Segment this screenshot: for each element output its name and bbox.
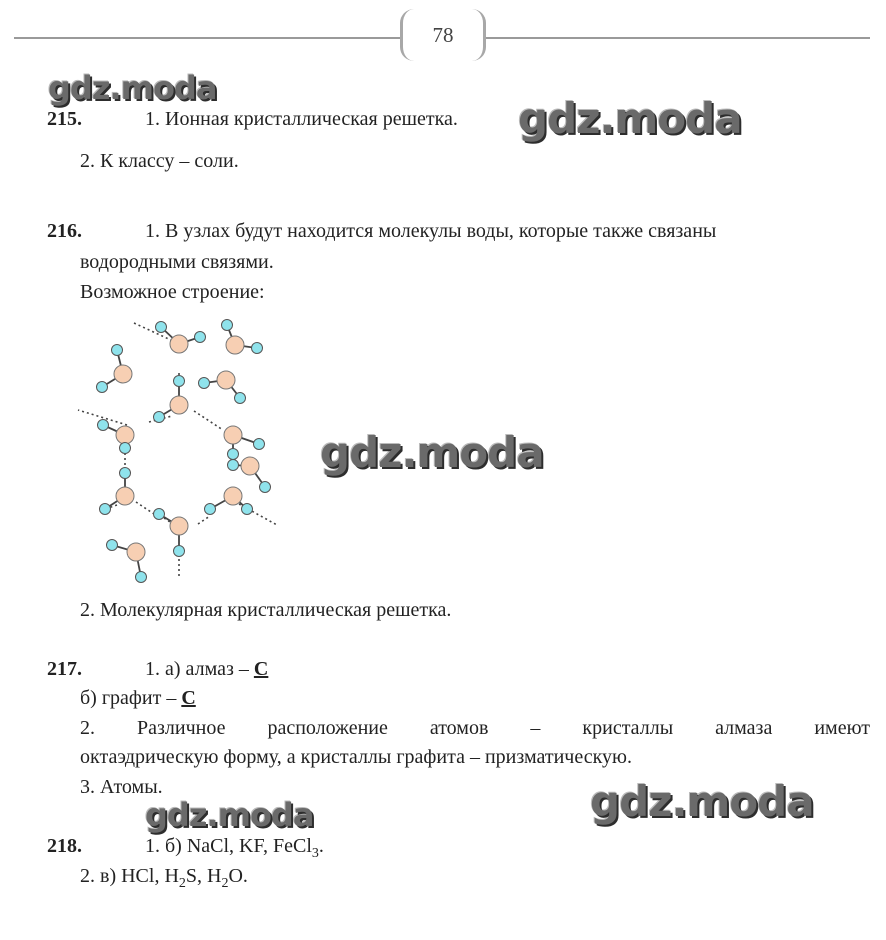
watermark: gdz.moda: [590, 777, 814, 826]
watermark: gdz.moda: [518, 94, 742, 143]
page-number: 78: [400, 9, 486, 61]
problem-number: 215.: [47, 108, 82, 130]
answer-line: Возможное строение:: [80, 281, 265, 303]
answer-line: [80, 866, 248, 891]
answer-line: октаэдрическую форму, а кристаллы графита – призматическую.: [80, 746, 632, 768]
answer-text: 1. а) алмаз –: [145, 658, 254, 680]
answer-text: б) графит –: [80, 687, 182, 709]
subscript: 2: [221, 876, 229, 891]
answer-line: [80, 688, 196, 708]
answer-line: [145, 836, 324, 861]
answer-text: 2. в) HCl, H: [80, 865, 179, 887]
water-ice-structure-diagram: [70, 305, 290, 585]
answer-line: 1. В узлах будут находится молекулы воды, которые также связаны: [145, 220, 717, 242]
problem-number: 218.: [47, 835, 82, 857]
problem-number: 217.: [47, 658, 82, 680]
hydrogen-atoms: [97, 320, 271, 583]
answer-text: S, H: [185, 865, 222, 887]
watermark: gdz.moda: [48, 69, 217, 107]
answer-line: водородными связями.: [80, 251, 274, 273]
oxygen-atoms: [114, 335, 259, 561]
hydrogen-bonds: [78, 323, 277, 579]
header-rule-left: [14, 37, 402, 39]
watermark: gdz.moda: [145, 796, 314, 834]
answer-line: 2. К классу – соли.: [80, 150, 239, 172]
problem-number: 216.: [47, 220, 82, 242]
header-rule-right: [484, 37, 870, 39]
answer-text: .: [318, 835, 324, 857]
subscript: 3: [311, 846, 319, 861]
answer-line: [145, 659, 268, 679]
watermark: gdz.moda: [320, 428, 544, 477]
answer-symbol: C: [253, 658, 269, 680]
subscript: 2: [178, 876, 186, 891]
answer-line: 2. Различное расположение атомов – кристаллы алмаза имеют: [80, 717, 870, 739]
answer-line: 3. Атомы.: [80, 776, 163, 798]
answer-symbol: C: [181, 687, 196, 709]
answer-text: O.: [228, 865, 248, 887]
answer-text: 1. б) NaCl, KF, FeCl: [145, 835, 312, 857]
answer-line: 1. Ионная кристаллическая решетка.: [145, 108, 458, 130]
answer-line: 2. Молекулярная кристаллическая решетка.: [80, 599, 452, 621]
